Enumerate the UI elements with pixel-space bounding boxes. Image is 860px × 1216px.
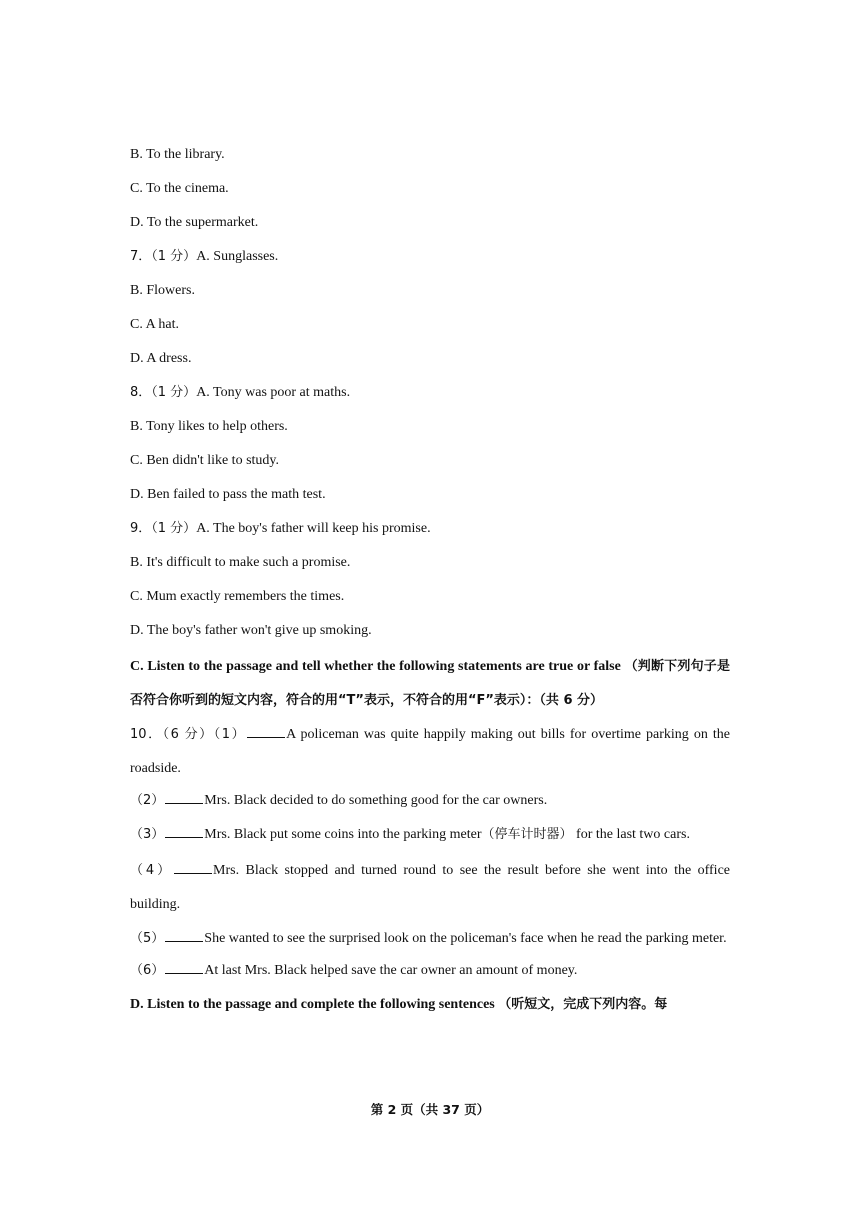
item-number: （5） xyxy=(130,931,165,946)
answer-blank[interactable] xyxy=(165,823,203,838)
option-line: C. To the cinema. xyxy=(130,181,229,196)
option-line: C. Ben didn't like to study. xyxy=(130,453,280,468)
section-d-heading xyxy=(130,990,730,1024)
option-line: C. A hat. xyxy=(130,317,180,332)
question-number: 7．（1 分） xyxy=(130,249,197,264)
item-number: （4） xyxy=(130,863,174,878)
statement-text: Mrs. Black put some coins into the parking meter xyxy=(204,827,482,842)
option-line: D. The boy's father won't give up smoking. xyxy=(130,623,372,638)
option-line: D. To the supermarket. xyxy=(130,215,259,230)
question-number: 9．（1 分） xyxy=(130,521,197,536)
question-10-item-1 xyxy=(130,718,730,786)
option-line: D. Ben failed to pass the math test. xyxy=(130,487,326,502)
answer-blank[interactable] xyxy=(165,927,203,942)
statement-text: Mrs. Black decided to do something good for the car owners. xyxy=(204,793,548,808)
option-line: B. To the library. xyxy=(130,147,225,162)
option-text: A. Sunglasses. xyxy=(196,249,279,264)
item-number: （6） xyxy=(130,963,165,978)
option-line: B. Flowers. xyxy=(130,283,195,298)
question-number: 10．（6 分） xyxy=(130,727,214,742)
option-line: C. Mum exactly remembers the times. xyxy=(130,589,345,604)
option-text: A. The boy's father will keep his promise. xyxy=(196,521,431,536)
statement-text: She wanted to see the surprised look on the policeman's face when he read the parking meter. xyxy=(204,931,727,946)
item-number: （1） xyxy=(213,727,247,742)
question-10-item-5 xyxy=(130,922,730,956)
item-number: （3） xyxy=(130,827,165,842)
section-heading-cn: （听短文，完成下列内容。每 xyxy=(498,997,668,1012)
statement-text: At last Mrs. Black helped save the car owner an amount of money. xyxy=(204,963,578,978)
question-number: 8．（1 分） xyxy=(130,385,197,400)
answer-blank[interactable] xyxy=(165,959,203,974)
section-c-heading xyxy=(130,650,730,718)
section-heading-en: D. Listen to the passage and complete the following sentences xyxy=(130,997,495,1012)
answer-blank[interactable] xyxy=(247,723,285,738)
statement-text: A policeman was quite happily making out bills for overtime parking on the roadside. xyxy=(130,727,731,776)
option-text: A. Tony was poor at maths. xyxy=(196,385,351,400)
question-9 xyxy=(130,514,730,548)
question-10-item-6 xyxy=(130,956,730,990)
item-number: （2） xyxy=(130,793,165,808)
section-heading-en: C. Listen to the passage and tell whether the following statements are true or false xyxy=(130,659,621,674)
answer-blank[interactable] xyxy=(174,859,212,874)
option-line: B. Tony likes to help others. xyxy=(130,419,288,434)
option-line: B. It's difficult to make such a promise. xyxy=(130,555,351,570)
statement-text: Mrs. Black stopped and turned round to see the result before she went into the office building. xyxy=(130,863,730,912)
question-10-item-3 xyxy=(130,820,730,854)
statement-cn-note: （停车计时器） xyxy=(481,827,573,842)
page-content xyxy=(130,140,730,1024)
option-line: D. A dress. xyxy=(130,351,192,366)
answer-blank[interactable] xyxy=(165,789,203,804)
question-10-item-2 xyxy=(130,786,730,820)
question-10-item-4 xyxy=(130,854,730,922)
section-heading-cn: （判断下列句子是否符合你听到的短文内容，符合的用“T”表示，不符合的用“F”表示）：（共 6 分） xyxy=(130,659,730,708)
statement-tail: for the last two cars. xyxy=(572,827,690,842)
question-7 xyxy=(130,242,730,276)
question-8 xyxy=(130,378,730,412)
page-footer: 第 2 页（共 37 页） xyxy=(370,1102,490,1117)
